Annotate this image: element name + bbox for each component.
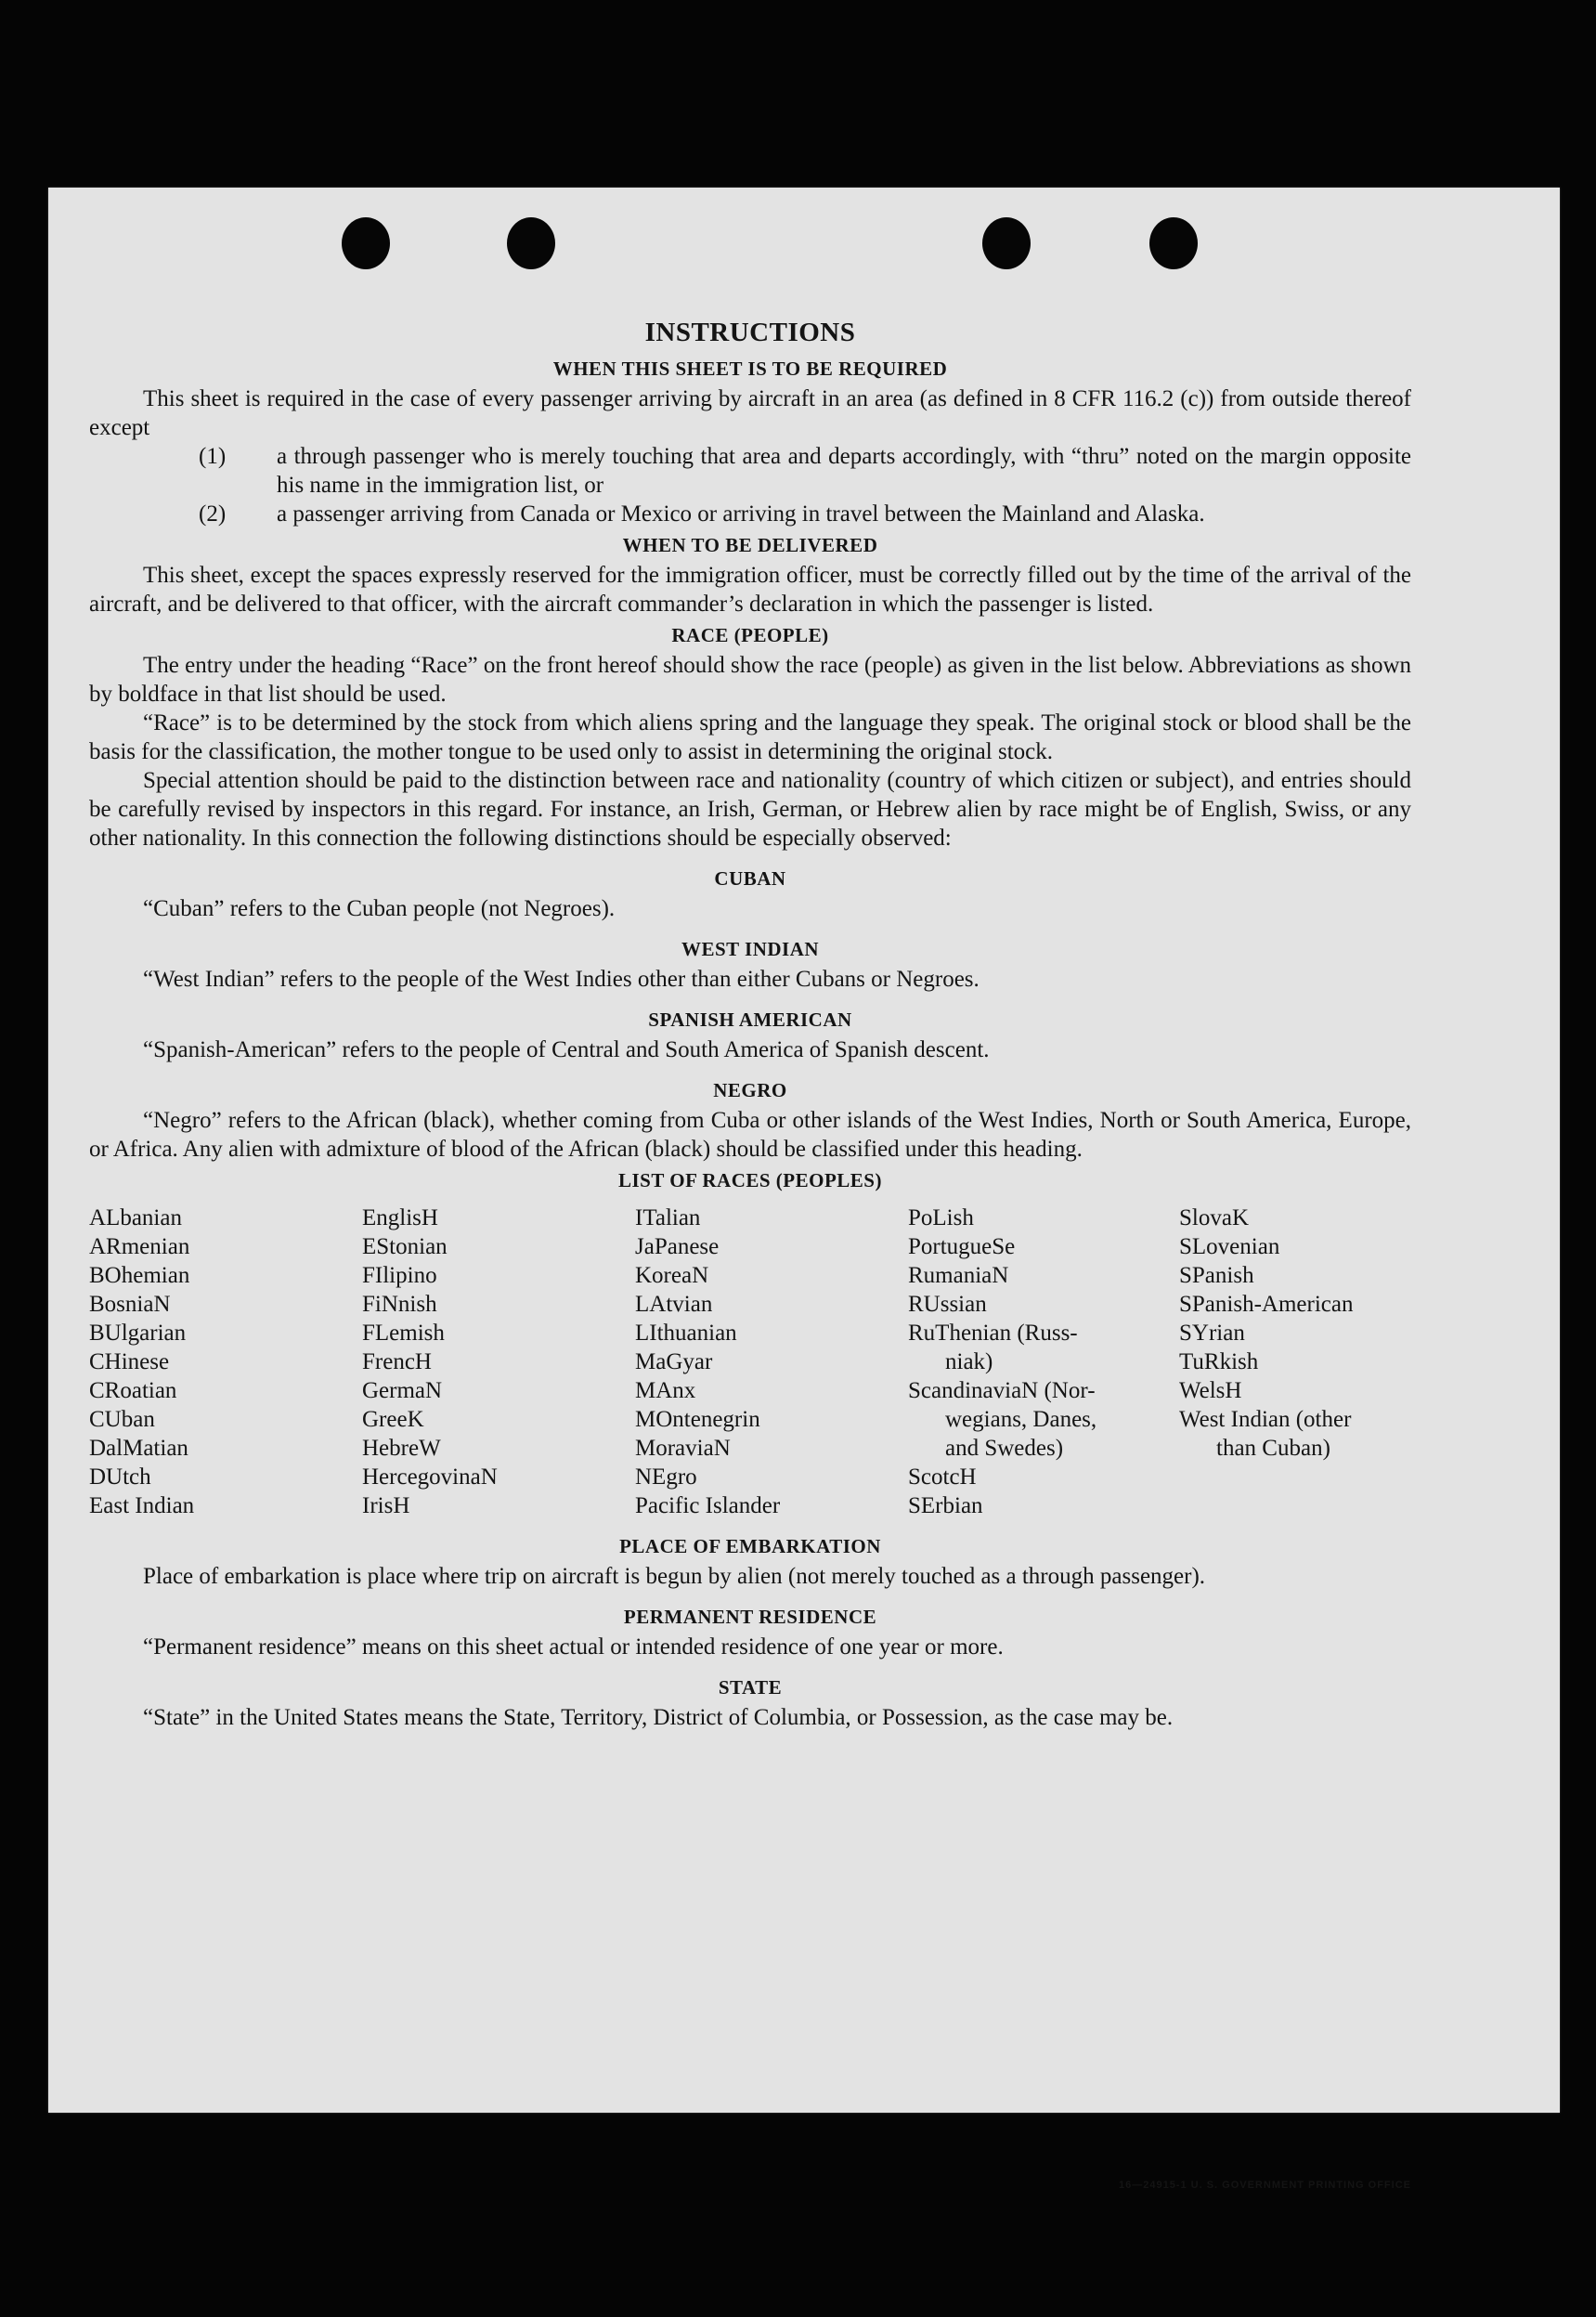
race-entry: Pacific Islander [635, 1493, 781, 1518]
race-entry: LAtvian [635, 1292, 713, 1317]
race-entry: DUtch [89, 1464, 151, 1490]
instructions-content [89, 318, 1411, 1732]
punch-hole [982, 217, 1031, 269]
list-item: (1) a through passenger who is merely touching that area and departs accordingly, with “thru” noted on the margin opposite his name in the immigration list, or [199, 444, 1411, 498]
page-title: INSTRUCTIONS [644, 318, 856, 347]
race-entry: CHinese [89, 1349, 170, 1374]
race-column [1179, 1204, 1411, 1520]
race-entry: than Cuban) [1216, 1436, 1330, 1461]
race-column [908, 1204, 1179, 1520]
race-entry: ARmenian [89, 1234, 190, 1259]
paragraph-required-intro: This sheet is required in the case of every passenger arriving by aircraft in an area (as defined in 8 CFR 116.2 (c)) from outside thereof except [89, 386, 1411, 440]
section-heading-state: STATE [718, 1676, 783, 1699]
race-entry: BUlgarian [89, 1321, 187, 1346]
race-entry: SPanish-American [1179, 1292, 1354, 1317]
race-entry: PortugueSe [908, 1234, 1016, 1259]
race-entry: niak) [945, 1349, 993, 1374]
race-entry: IrisH [362, 1493, 410, 1518]
section-heading-embarkation: PLACE OF EMBARKATION [619, 1535, 881, 1557]
section-heading-spanish-american: SPANISH AMERICAN [648, 1009, 852, 1031]
section-heading-west-indian: WEST INDIAN [681, 938, 820, 960]
race-entry: SlovaK [1179, 1205, 1249, 1230]
race-entry: FiNnish [362, 1292, 437, 1317]
race-entry: GermaN [362, 1378, 443, 1403]
race-entry: ALbanian [89, 1205, 182, 1230]
exception-list [89, 442, 1411, 528]
race-entry: West Indian (other [1179, 1407, 1352, 1432]
race-entry: HebreW [362, 1436, 441, 1461]
printer-code: 16—24915-1 U. S. GOVERNMENT PRINTING OFFICE [1118, 2180, 1411, 2191]
race-entry: FIlipino [362, 1263, 437, 1288]
paragraph-race-1: The entry under the heading “Race” on the front hereof should show the race (people) as given in the list below. Abbreviations as shown by boldface in that list should be used. [89, 653, 1411, 707]
punch-hole [342, 217, 390, 269]
race-entry: GreeK [362, 1407, 424, 1432]
paragraph-race-2: “Race” is to be determined by the stock from which aliens spring and the language they speak. The original stock or blood shall be the basis for the classification, the mother tongue to be used only to assist in determining the original stock. [89, 710, 1411, 764]
race-entry: MOntenegrin [635, 1407, 760, 1432]
section-heading-negro: NEGRO [713, 1079, 787, 1101]
paragraph-race-3: Special attention should be paid to the distinction between race and nationality (country of which citizen or subject), and entries should be carefully revised by inspectors in this regard. For instance, an Irish, German, or Hebrew alien by race might be of English, Swiss, or any other nationality. In this connection the following distinctions should be especially observed: [89, 768, 1411, 851]
race-entry: RumaniaN [908, 1263, 1009, 1288]
paragraph-west-indian: “West Indian” refers to the people of the West Indies other than either Cubans or Negroes. [143, 967, 980, 992]
race-entry: FLemish [362, 1321, 445, 1346]
race-entry: MaGyar [635, 1349, 713, 1374]
race-entry: and Swedes) [945, 1436, 1064, 1461]
race-entry: WelsH [1179, 1378, 1242, 1403]
race-entry: NEgro [635, 1464, 697, 1490]
section-heading-required: WHEN THIS SHEET IS TO BE REQUIRED [552, 358, 948, 380]
race-entry: EStonian [362, 1234, 448, 1259]
race-entry: SErbian [908, 1493, 983, 1518]
race-entry: ScandinaviaN (Nor- [908, 1378, 1096, 1403]
paragraph-embarkation: Place of embarkation is place where trip on aircraft is begun by alien (not merely touched as a through passenger). [143, 1564, 1206, 1589]
race-column [89, 1204, 362, 1520]
document-sheet [48, 188, 1560, 2191]
race-entry: SLovenian [1179, 1234, 1280, 1259]
race-entry: PoLish [908, 1205, 974, 1230]
race-list [89, 1204, 1411, 1520]
punch-hole [1149, 217, 1198, 269]
race-entry: SYrian [1179, 1321, 1245, 1346]
section-heading-delivered: WHEN TO BE DELIVERED [622, 534, 878, 556]
race-column [635, 1204, 908, 1520]
race-entry: JaPanese [635, 1234, 720, 1259]
race-entry: BosniaN [89, 1292, 171, 1317]
punch-hole [507, 217, 555, 269]
paragraph-cuban: “Cuban” refers to the Cuban people (not Negroes). [143, 896, 616, 921]
paragraph-negro: “Negro” refers to the African (black), whether coming from Cuba or other islands of the West Indies, North or South America, Europe, or Africa. Any alien with admixture of blood of the African (black) should be classified under this heading. [89, 1108, 1411, 1162]
race-entry: MAnx [635, 1378, 696, 1403]
race-entry: CUban [89, 1407, 155, 1432]
race-entry: TuRkish [1179, 1349, 1259, 1374]
race-entry: ITalian [635, 1205, 701, 1230]
race-entry: CRoatian [89, 1378, 177, 1403]
race-entry: KoreaN [635, 1263, 709, 1288]
race-entry: RUssian [908, 1292, 987, 1317]
race-entry: RuThenian (Russ- [908, 1321, 1078, 1346]
race-entry: MoraviaN [635, 1436, 731, 1461]
paragraph-spanish-american: “Spanish-American” refers to the people of Central and South America of Spanish descent. [143, 1037, 990, 1062]
race-entry: ScotcH [908, 1464, 977, 1490]
section-heading-list-of-races: LIST OF RACES (PEOPLES) [618, 1169, 882, 1191]
race-entry: HercegovinaN [362, 1464, 498, 1490]
race-entry: BOhemian [89, 1263, 190, 1288]
race-entry: FrencH [362, 1349, 432, 1374]
paragraph-state: “State” in the United States means the State, Territory, District of Columbia, or Possession, as the case may be. [143, 1705, 1174, 1730]
race-entry: EnglisH [362, 1205, 438, 1230]
paragraph-delivered: This sheet, except the spaces expressly reserved for the immigration officer, must be correctly filled out by the time of the arrival of the aircraft, and be delivered to that officer, with the aircraft commander’s declaration in which the passenger is listed. [89, 563, 1411, 617]
list-item: (2) a passenger arriving from Canada or Mexico or arriving in travel between the Mainland and Alaska. [199, 501, 1205, 527]
race-entry: wegians, Danes, [945, 1407, 1097, 1432]
race-entry: East Indian [89, 1493, 195, 1518]
paragraph-residence: “Permanent residence” means on this sheet actual or intended residence of one year or more. [143, 1634, 1004, 1660]
section-heading-cuban: CUBAN [714, 867, 786, 890]
race-entry: SPanish [1179, 1263, 1254, 1288]
race-column [362, 1204, 635, 1520]
race-entry: DalMatian [89, 1436, 188, 1461]
section-heading-race: RACE (PEOPLE) [671, 624, 829, 646]
section-heading-residence: PERMANENT RESIDENCE [623, 1606, 877, 1628]
race-entry: LIthuanian [635, 1321, 737, 1346]
